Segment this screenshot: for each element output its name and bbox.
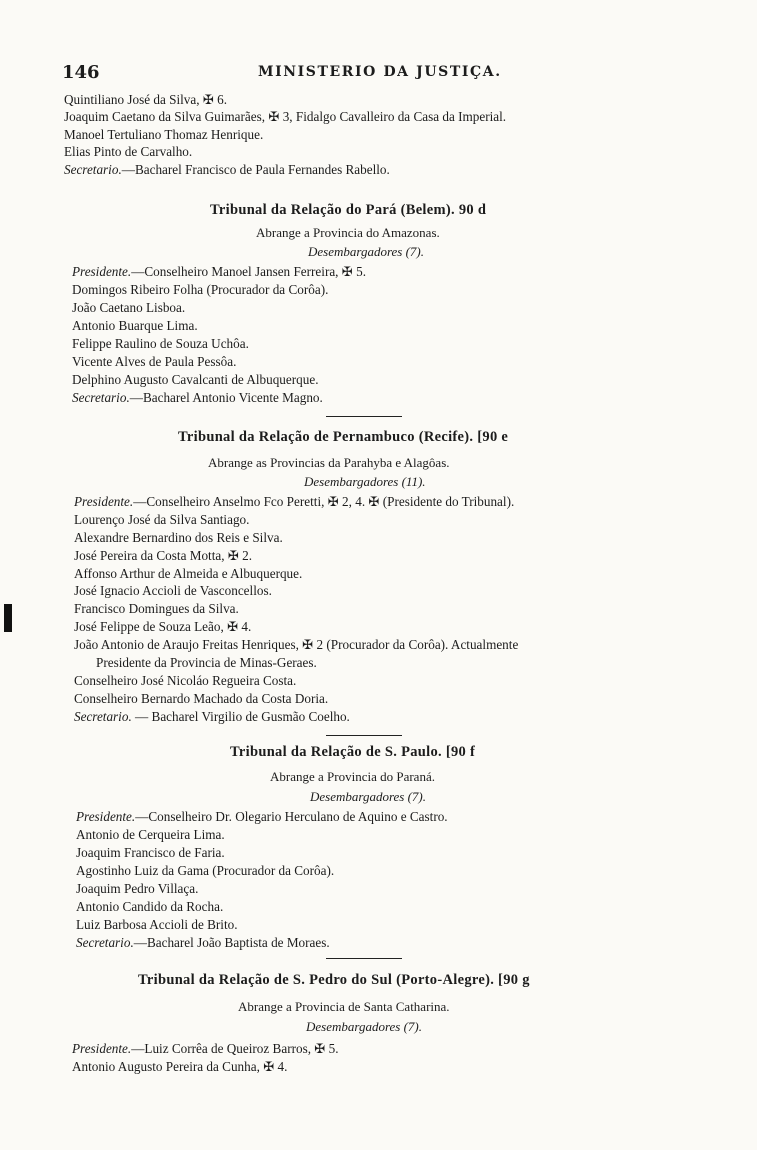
list-item: Manoel Tertuliano Thomaz Henrique. [64,127,264,142]
role-text: —Conselheiro Manoel Jansen Ferreira, ✠ 5. [131,264,367,279]
role-text: —Conselheiro Anselmo Fco Peretti, ✠ 2, 4. ✠ (Presidente do Tribunal). [133,494,515,509]
list-item: Joaquim Pedro Villaça. [76,881,199,896]
secretary-line [74,708,350,725]
secretary-line [76,934,330,951]
section-title: Tribunal da Relação de Pernambuco (Recife). [90 e [178,429,509,445]
role-text: —Bacharel Antonio Vicente Magno. [129,390,323,405]
section-subtitle: Abrange a Provincia do Paraná. [270,769,435,784]
list-item: Delphino Augusto Cavalcanti de Albuquerque. [72,372,319,387]
section-subtitle: Abrange as Provincias da Parahyba e Alagôas. [208,455,450,470]
list-item: Francisco Domingues da Silva. [74,601,239,616]
list-item: Felippe Raulino de Souza Uchôa. [72,336,249,351]
section-divider [326,735,402,736]
desembargadores-heading: Desembargadores (7). [306,1019,423,1034]
president-line [72,1040,339,1057]
list-item: Antonio Buarque Lima. [72,318,198,333]
desembargadores-heading: Desembargadores (11). [304,474,426,489]
scan-mark [4,604,12,632]
list-item: Vicente Alves de Paula Pessôa. [72,354,237,369]
list-item: Presidente da Provincia de Minas-Geraes. [96,655,317,670]
role-label: Presidente. [72,264,132,279]
list-item: Luiz Barbosa Accioli de Brito. [76,917,238,932]
section-subtitle: Abrange a Provincia de Santa Catharina. [238,999,450,1014]
list-item: Quintiliano José da Silva, ✠ 6. [64,92,228,107]
role-label: Presidente. [76,809,136,824]
desembargadores-heading: Desembargadores (7). [310,789,427,804]
president-line [76,808,448,825]
list-item: José Pereira da Costa Motta, ✠ 2. [74,548,253,563]
list-item: Agostinho Luiz da Gama (Procurador da Corôa). [76,863,335,878]
list-item: Lourenço José da Silva Santiago. [74,512,250,527]
list-item: Joaquim Francisco de Faria. [76,845,225,860]
role-label: Secretario. [74,709,132,724]
role-text: —Conselheiro Dr. Olegario Herculano de Aquino e Castro. [135,809,448,824]
list-item: Joaquim Caetano da Silva Guimarães, ✠ 3, Fidalgo Cavalleiro da Casa da Imperial. [64,109,507,124]
role-label: Presidente. [72,1041,132,1056]
president-line [72,263,366,280]
desembargadores-heading: Desembargadores (7). [308,244,425,259]
section-title: Tribunal da Relação do Pará (Belem). 90 d [210,202,487,218]
list-item: Antonio Candido da Rocha. [76,899,224,914]
list-item: Antonio de Cerqueira Lima. [76,827,225,842]
list-item: João Caetano Lisboa. [72,300,186,315]
role-text: — Bacharel Virgilio de Gusmão Coelho. [131,709,350,724]
list-item: Alexandre Bernardino dos Reis e Silva. [74,530,283,545]
role-label: Presidente. [74,494,134,509]
list-item: Antonio Augusto Pereira da Cunha, ✠ 4. [72,1059,288,1074]
running-title: MINISTERIO DA JUSTIÇA. [258,64,502,80]
list-item: Conselheiro José Nicoláo Regueira Costa. [74,673,297,688]
president-line [74,493,514,510]
section-title: Tribunal da Relação de S. Paulo. [90 f [230,744,476,760]
list-item: José Felippe de Souza Leão, ✠ 4. [74,619,252,634]
list-item: Affonso Arthur de Almeida e Albuquerque. [74,566,303,581]
list-item: José Ignacio Accioli de Vasconcellos. [74,583,272,598]
section-divider [326,958,402,959]
list-item: Domingos Ribeiro Folha (Procurador da Corôa). [72,282,329,297]
list-item: João Antonio de Araujo Freitas Henriques, ✠ 2 (Procurador da Corôa). Actualmente [74,637,519,652]
section-title: Tribunal da Relação de S. Pedro do Sul (Porto-Alegre). [90 g [138,972,530,988]
secretary-line [64,161,390,178]
role-text: —Bacharel João Baptista de Moraes. [133,935,330,950]
section-subtitle: Abrange a Provincia do Amazonas. [256,225,440,240]
role-label: Secretario. [76,935,134,950]
role-label: Secretario. [72,390,130,405]
secretary-line [72,389,323,406]
list-item: Conselheiro Bernardo Machado da Costa Doria. [74,691,329,706]
page-number: 146 [62,62,100,83]
role-text: —Bacharel Francisco de Paula Fernandes Rabello. [121,162,390,177]
role-label: Secretario. [64,162,122,177]
section-divider [326,416,402,417]
page-header [62,62,702,82]
list-item: Elias Pinto de Carvalho. [64,144,193,159]
role-text: —Luiz Corrêa de Queiroz Barros, ✠ 5. [131,1041,339,1056]
